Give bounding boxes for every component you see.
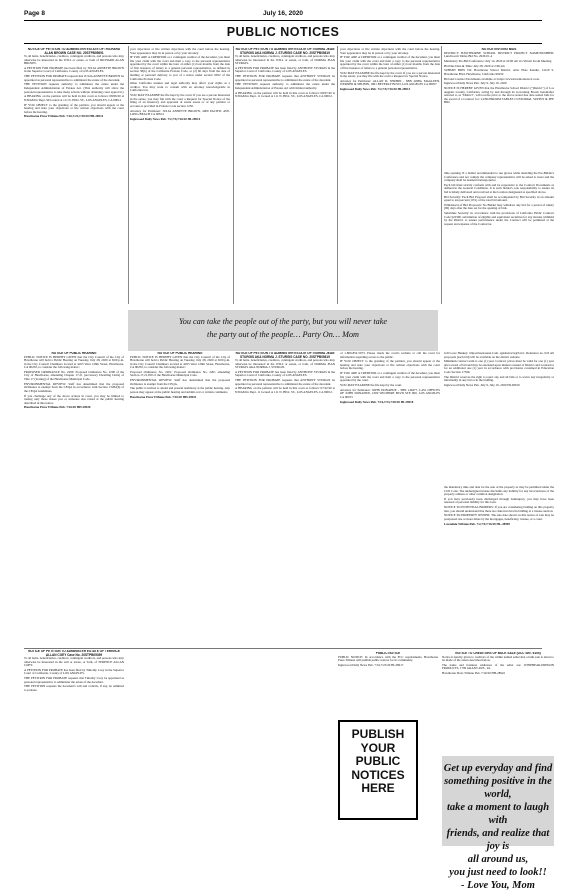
notice-paragraph: THE PETITION FOR PROBATE requests that ANTHONY STURGIS be appointed as personal representative to administer the estate of the decedent.: [235, 74, 335, 82]
notice-column: [235, 48, 335, 306]
notice-paragraph: A PETITION FOR PROBATE has been filed by Timothy Coey in the Superior Court of California, County of LOS ANGELES.: [24, 667, 124, 676]
notice-paragraph: THE PETITION FOR PROBATE requests that ANTHONY STURGIS be appointed as personal representative to administer the estate of the decedent.: [235, 378, 335, 386]
message-line-2: the party out of the people… Party On… Mom: [207, 330, 359, 339]
notice-paragraph: If you challenge any of the above actions in court, you may be limited to raising only those issues you or someone else raised at the public hearing described in this notice.: [24, 393, 124, 405]
notice-paragraph: THE PETITION FOR PROBATE requests that Timothy Coey be appointed as personal representative to administer the estate of the decedent.: [24, 676, 124, 684]
notice-paragraph: PUBLIC NOTICE IS HEREBY GIVEN that the City Council of the City of Hawthorne will hold a Public Hearing on Tuesday, July 28, 2020 at 6:00 p.m. in the City Council Chambers located at 4455 West 126th Street, Hawthorne, CA 90250, to consider the following matter:: [130, 354, 230, 370]
notice-paragraph: A PETITION FOR PROBATE has been filed by ANTHONY STURGIS in the Superior Court of California, County of LOS ANGELES.: [235, 369, 335, 378]
publish-line: PUBLISH: [351, 727, 405, 741]
notice-column: [130, 352, 230, 644]
ad-line: - Love You, Mom: [461, 880, 535, 891]
notice-paragraph: Bid Due Date & Time: July 28, 2020 at 2:00 pm: [444, 63, 505, 68]
bulk-sale-notice: [442, 652, 554, 752]
notice-coey: [24, 650, 124, 840]
notice-paragraph: PUBLIC NOTICE: In accordance with the FCC requirements, Hawthorne Press Tribune will publish public notices for its community.: [338, 654, 438, 663]
notice-paragraph: Notice is hereby given to creditors of the within named seller that a bulk sale is about to be made of the assets described below.: [442, 654, 554, 663]
notice-column: [235, 352, 335, 644]
mom-message-ad: [442, 756, 554, 891]
publish-line: HERE: [361, 781, 395, 795]
section-banner: [24, 20, 542, 44]
section-title: PUBLIC NOTICES: [226, 25, 340, 39]
notice-column: [444, 352, 554, 482]
notice-paragraph: Proposed Ordinance No. 2201: Proposed Ordinance No. 2201 amending Section 17.21.050 of the Hawthorne Municipal Code.: [130, 369, 230, 378]
notice-paragraph: The public is invited to attend and present testimony at the public hearing. Any person may appear at the public hearing and submit oral or written comments.: [130, 386, 230, 395]
ad-line: Get up everyday and find: [443, 763, 553, 774]
notice-column: [444, 172, 554, 306]
notice-column: [340, 48, 440, 306]
ad-line: friends, and realize that joy is: [446, 828, 550, 852]
notice-paragraph: Each bid must strictly conform with and be responsive to the Contract Documents as defined in the General Conditions. It is each bidder's sole responsibility to ensure its bid is timely delivered and received at the location designated as specified above.: [444, 182, 554, 194]
ad-line: all around us,: [467, 854, 529, 865]
notice-paragraph: PROPOSED ORDINANCE No. 2200: Proposed Ordinance No. 2200 of the City of Hawthorne, amending Chapter 17.21 (Accessory Dwelling Units) of Title 17 (Zoning) of the Hawthorne Municipal Code.: [24, 369, 124, 382]
notice-paragraph: NOTICE TO POTENTIAL BIDDERS: If you are considering bidding on this property lien, you should understand that there are risks involved in bidding at a trustee auction.: [444, 505, 554, 513]
notice-column: [340, 352, 440, 644]
notice-paragraph: of 1-800-852-5073. Please check the court's website or call the court for information regarding access to the public.: [340, 352, 440, 359]
column-divider: [337, 46, 338, 304]
notice-paragraph: your objections or file written objections with the court before the hearing. Your appearance may be in person or by your attorney.: [130, 48, 230, 55]
notice-title: NOTICE OF PETITION TO ADMINISTER ESTATE OF: NORMA JEAN STURGIS AKA NORMA J. STURGIS CASE NO. 20STPB05619: [235, 352, 335, 359]
column-divider: [441, 46, 442, 304]
notice-signature: Inglewood Daily News Pub. 7/2,7/9,7/16/20 HI-28914: [130, 116, 201, 121]
notice-paragraph: Inglewood Daily News Pub. July 9, July 16, 2020 HI-28919: [444, 382, 520, 387]
notice-paragraph: THE PETITION requests authority to administer the estate under the Independent Administration of Estates Act with limited authority.: [235, 82, 335, 91]
notice-paragraph: YOU MAY EXAMINE the file kept by the court.: [340, 382, 403, 387]
notice-paragraph: THE PETITION requests authority to administer the estate under the Independent Administration of Estates Act. (This authority will allow the personal representative to take many actions without obtaining court approval.): [24, 82, 124, 94]
notice-paragraph: To all heirs, beneficiaries, creditors, contingent creditors, and persons who may otherwise be interested in the will or estate, or both, of TERENCE ALLAN COEY.: [24, 656, 124, 668]
notice-paragraph: ENVIRONMENTAL REVIEW: Staff has determined that the proposed Ordinance is exempt from the CEQA.: [130, 378, 230, 386]
notice-title: NOTICE TO CREDITORS OF BULK SALE (UCC Sec. 6105): [455, 652, 541, 655]
notice-paragraph: A PETITION FOR PROBATE has been filed by JULIA ANNETTE BROWN in the Superior Court of California, County of LOS ANGELES.: [24, 65, 124, 74]
notice-paragraph: To all heirs, beneficiaries, creditors, contingent creditors, and persons who may otherwise be interested in the WILL or estate, or both, of NORMA JEAN STURGIS.: [235, 54, 335, 66]
message-line-1: You can take the people out of the party, but you will never take: [179, 317, 387, 326]
notice-paragraph: Other California statutes and legal authority may affect your rights as a creditor. You may want to consult with an attorney knowledgeable in California law.: [130, 81, 230, 93]
notice-paragraph: NOTICE IS HEREBY GIVEN that the Hawthorne School District ("District") of Los Angeles County, California, acting by and through its Governing Board, hereinafter referred to as "District", will receive prior to the above stated due date sealed bids for the award of a Contract for: LUNCHROOM TABLES CUSTODIAL SUPPLY & PPE BID.: [444, 86, 554, 105]
notice-title: NOTICE INVITING BIDS: [481, 48, 517, 51]
notice-paragraph: Bid and Contract Documents available at: https://www.hawthorne.k12.ca.us: [444, 76, 540, 81]
notice-paragraph: THE PETITION FOR PROBATE requests that JULIA ANNETTE BROWN be appointed as personal representative to administer the estate of the decedent.: [24, 74, 124, 82]
notice-signature: Hawthorne Press Tribune Pub. 7/16/20 HH-28922: [442, 671, 505, 676]
notice-paragraph: To all heirs, beneficiaries, creditors, contingent creditors, and persons who may otherwise be interested in the WILL or estate, or both, of NORMA JEAN STURGIS AKA NORMA J. STURGIS.: [235, 358, 335, 370]
notice-signature: Hawthorne Press Tribune Pub. 7/16,7/23,7/30/20 HH-28914: [24, 114, 104, 119]
notice-paragraph: Attorney for Petitioner: ALLAN D. SHUBIN - SBN 20084, MAGLEEN, WERNER & SHUBIN, 1801 BEVERLY BLVD, LOS ANGELES CA 90057: [340, 78, 440, 87]
publish-line: PUBLIC: [355, 754, 401, 768]
message-box: [128, 310, 438, 351]
notice-paragraph: YOU MAY EXAMINE the file kept by the court. If you are a person interested in the estate, you may file with the court a Request for Special Notice of the filing of an inventory and appraisal of estate assets or of any petition or account as provided in Probate Code section 1250.: [130, 93, 230, 108]
notice-paragraph: A HEARING on the petition will be held in this court as follows: 08/07/20 at 8:30AM in Dept. 11 located at 111 N. HILL ST., LOS ANGELES, CA 90012.: [235, 90, 335, 99]
notice-column: [444, 48, 554, 168]
notice-title: NOTICE OF PETITION TO ADMINISTER ESTATE OF: RICHARD ALAN BROWN CASE NO. 20STPB05691: [27, 48, 121, 55]
notice-paragraph: Mandatory Pre-Bid Conference: July 14, 2020 at 10:00 am via Virtual Zoom Meeting: [444, 58, 552, 63]
issue-date: July 16, 2020: [262, 10, 304, 17]
notice-paragraph: A HEARING on the petition will be held in this court as follows: 08/06/20 at 8:30AM in Dept. 99 located at 111 N. HILL ST., LOS ANGELES, CA 90012.: [24, 94, 124, 102]
notice-paragraph: Bid Security: Each Bid Proposal shall be accompanied by Bid Security in an amount equal to ten percent (10%) of the total bid amount.: [444, 194, 554, 203]
notice-signature: Hawthorne Press Tribune Pub. 7/16/20 HH-28921: [130, 394, 197, 399]
notice-title: PUBLIC NOTICE: [375, 652, 401, 655]
notice-paragraph: time opening. If a bidder recommended to use gloves while attending the Pre-Bidder's Conference and not comply the company representative will be asked to leave and the company shall be deemed nonresponsive.: [444, 172, 554, 183]
notice-paragraph: A PETITION FOR PROBATE has been filed by ANTHONY STURGIS in the Superior Court of California, County of LOS ANGELES.: [235, 65, 335, 74]
notice-paragraph: YOU MAY EXAMINE the file kept by the court. If you are a person interested in the estate, you may file with the court a Request for Special Notice.: [340, 70, 440, 79]
notice-paragraph: ENVIRONMENTAL REVIEW: Staff has determined that the proposed Ordinance is exempt from the CEQA in accordance with Section 15282(h) of the CEQA Guidelines.: [24, 381, 124, 393]
notice-paragraph: Inglewood Daily News Pub. July 9, July 16, 2020: [444, 81, 507, 86]
notice-title: NOTICE OF PETITION TO ADMINISTER ESTATE OF: NORMA JEAN STURGIS AKA NORMA J. STURGIS CASE NO. 20STPB05619: [235, 48, 335, 55]
notice-paragraph: The name and business addresses of the seller are: WINEBEAR-PREDON PRODUCTS, 1700 GRANT AVE., #4.: [442, 662, 554, 671]
notice-column: [444, 486, 554, 644]
notice-paragraph: To all heirs, beneficiaries, creditors, contingent creditors, and persons who may otherwise be interested in the WILL or estate, or both of RICHARD ALAN BROWN.: [24, 54, 124, 66]
notice-paragraph: SUBMIT BIDS TO: Hawthorne School District, Attn: Elsie Kendle, 14120 S. Hawthorne Blvd, Hawthorne, California 90250: [444, 68, 554, 76]
notice-signature: Inglewood Daily News Pub. 7/2,7/9,7/16/20 HI-28913: [340, 87, 411, 92]
publish-line: YOUR: [360, 740, 396, 755]
notice-paragraph: Minimum contract term is one (1) year. Contract prices must be valid for one (1) year after award of bid and may be extended upon mutual consent of District and Contractor for an additional one (1) year in accordance with provisions contained in Education Code Section 17596.: [444, 359, 554, 374]
notice-paragraph: NOTICE TO PROPERTY OWNER: The sale date shown on this notice of sale may be postponed one or more times by the mortgagee, beneficiary, trustee, or a court.: [444, 513, 554, 521]
notice-paragraph: DISTRICT: HAWTHORNE SCHOOL DISTRICT PROJECT NAME/NUMBER: Lunchroom Tables Bid No. 2020-01-4: [444, 50, 554, 59]
notice-paragraph: The District reserves the right to reject any and all bids or to waive any irregularity or informality in any bid or in the bidding.: [444, 374, 554, 383]
notice-paragraph: A HEARING on the petition will be held in this court as follows: 07/22/20 at 8:30AM in Dept. 11 located at 111 N. HILL ST., LOS ANGELES, CA 90012.: [235, 386, 335, 395]
notice-signature: Lawndale Tribune Pub. 7/2,7/9,7/16/20 HL-28909: [444, 521, 510, 526]
notice-signature: Inglewood Daily News Pub. 7/16,7/23,7/30/20 HI-28918: [340, 399, 414, 404]
notice-title: NOTICE OF PUBLIC HEARING: [51, 352, 97, 355]
notice-paragraph: Attorney for Petitioner: JULIA ANNETTE BROWN, 4009 PACIFIC AVE, LONG BEACH CA 90814: [130, 108, 230, 117]
notice-paragraph: PUBLIC NOTICE IS HEREBY GIVEN that the City Council of the City of Hawthorne will hold a Public Hearing on Tuesday, July 28, 2020 at 6:00 p.m. in the City Council Chambers located at 4455 West 126th Street, Hawthorne, CA 90250, to consider the following matter:: [24, 354, 124, 370]
horizontal-divider: [24, 648, 542, 649]
notice-paragraph: the mandatory time and date for the sale of the property as may be permitted under the Civil Code. The undersigned trustee disclaims any liability for any incorrectness of the property address or other common designation.: [444, 486, 554, 497]
publish-line: NOTICES: [351, 767, 405, 782]
ad-line: you just need to look!!: [449, 867, 547, 878]
column-divider: [128, 46, 129, 304]
column-divider: [233, 46, 234, 304]
notice-signature: Inglewood Daily News Pub. 7/16,7/23/20 HI-28917: [338, 662, 404, 667]
notice-paragraph: your objections or file written objections with the court before the hearing. Your appearance may be in person or by your attorney.: [340, 48, 440, 55]
notice-title: NOTICE OF PETITION TO ADMINISTER ESTATE OF TERENCE ALLAN COEY Case No. 20STPB05399: [28, 650, 120, 657]
ad-line: take a moment to laugh with: [446, 802, 550, 826]
notice-column: [24, 352, 124, 644]
notice-title: NOTICE OF PUBLIC HEARING: [157, 352, 203, 355]
notice-paragraph: Attorney for Petitioner: JOHN DONAHUE - SBN 149477, LAW OFFICES OF JOHN DONAHUE, 1000 WILSHIRE BLVD STE 600, LOS ANGELES CA 90015: [340, 387, 440, 399]
notice-paragraph: Substitute Security: In accordance with the provisions of California Public Contract Code §22300, substitution of eligible and equivalent securities for any monies withheld by the District to ensure performance under the Contract will be permitted at the request and expense of the Contractor.: [444, 211, 554, 226]
notice-paragraph: Jeff Lowe Hankey: ttlipa.ttlawtreenet.Com. sgnabstracts@b.ttct. Reference no. 010 All proposals (each bid) will be available on the district website.: [444, 352, 554, 359]
notice-paragraph: IF YOU ARE A CREDITOR or a contingent creditor of the decedent, you must file your claim with the court and mail a copy to the personal representative appointed by the court within the later of either (1) four months from the date of first issuance of letters to a general personal representative, as defined in section 58(b) of the California Probate Code, or (2) 60 days from the date of mailing or personal delivery to you of a notice under section 9052 of the California Probate Code.: [130, 55, 230, 81]
publish-notices-box: [338, 720, 418, 820]
notice-paragraph: IF YOU ARE A CREDITOR or a contingent creditor of the decedent, you must file your claim with the court and mail a copy to the personal representative appointed by the court.: [340, 371, 440, 383]
notice-paragraph: If you have previously been discharged through bankruptcy, you may have been released of personal liability for this loan.: [444, 496, 554, 505]
notice-column: [130, 48, 230, 306]
public-notice: [338, 652, 438, 712]
notice-paragraph: IF YOU OBJECT to the granting of the petition, you should appear at the hearing and state your objections or file written objections with the court before the hearing.: [340, 359, 440, 371]
notice-paragraph: IF YOU OBJECT to the granting of the petition, you should appear at the hearing and state your objections or file written objections with the court before the hearing.: [24, 102, 124, 114]
notice-paragraph: IF YOU ARE A CREDITOR or a contingent creditor of the decedent, you must file your claim with the court and mail a copy to the personal representative appointed by the court within the later of either (1) four months from the date of first issuance of letters to a general personal representative.: [340, 55, 440, 70]
notice-paragraph: THE PETITION requests the decedent's will and codicils, if any, be admitted to probate.: [24, 684, 124, 693]
ad-line: something positive in the world,: [444, 776, 552, 800]
page-number: Page 8: [24, 10, 45, 17]
notice-signature: Hawthorne Press Tribune Pub. 7/16/20 HH-28920: [24, 405, 91, 410]
notice-column: [24, 48, 124, 306]
notice-paragraph: Withdrawal of Bid Proposals: No Bidder may withdraw any bid for a period of ninety (90) days after the date set for the opening of bids.: [444, 202, 554, 211]
